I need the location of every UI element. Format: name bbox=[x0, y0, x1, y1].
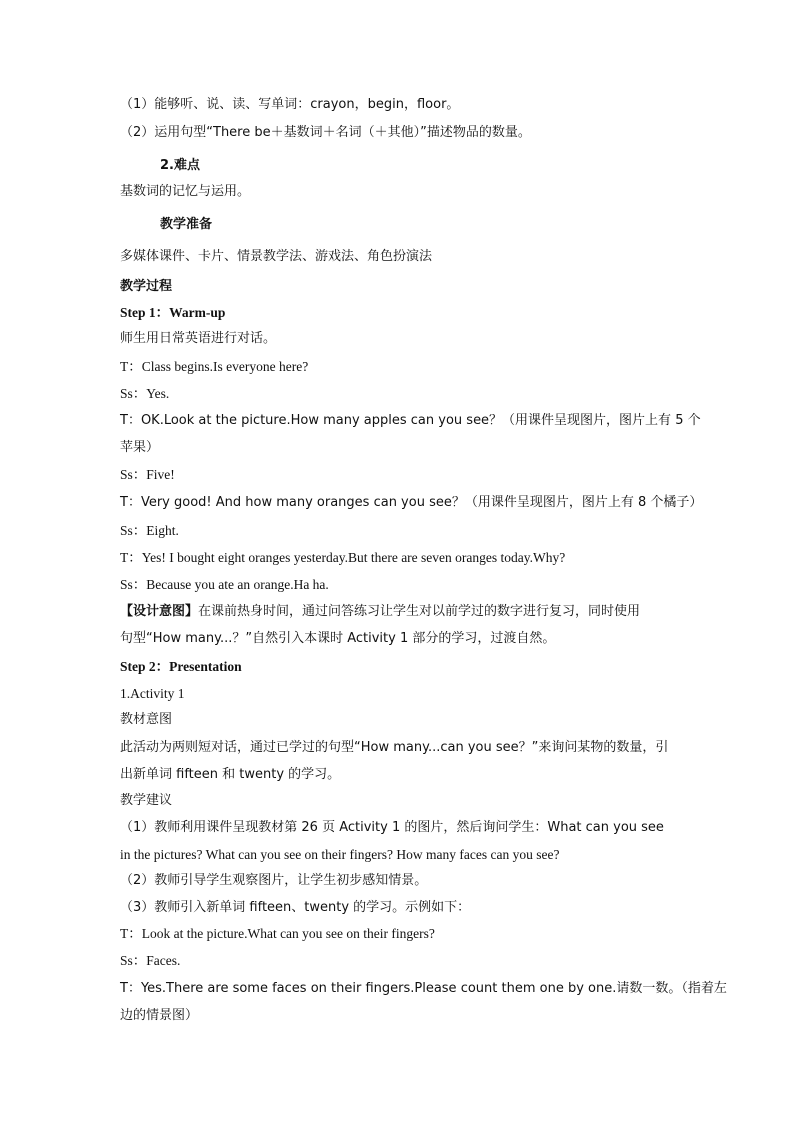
text-line-7-cont: 出新单词 fifteen 和 twenty 的学习。 bbox=[120, 767, 341, 782]
dialog-line-8: Ss：Because you ate an orange.Ha ha. bbox=[120, 577, 329, 592]
step1-heading: Step 1：Warm-up bbox=[120, 305, 226, 320]
design-intent-label: 【设计意图】 bbox=[120, 604, 199, 619]
design-intent-text: 在课前热身时间，通过问答练习让学生对以前学过的数字进行复习，同时使用 bbox=[198, 604, 641, 619]
dialog-line-10: Ss：Faces. bbox=[120, 953, 181, 968]
dialog-line-9: T：Look at the picture.What can you see on their fingers? bbox=[120, 926, 435, 941]
dialog-line-7: T：Yes! I bought eight oranges yesterday.But there are seven oranges today.Why? bbox=[120, 550, 566, 565]
text-line-8: 教学建议 bbox=[120, 793, 173, 808]
dialog-line-1: T：Class begins.Is everyone here? bbox=[120, 359, 309, 374]
section-heading-preparation: 教学准备 bbox=[160, 217, 213, 232]
dialog-line-4: Ss：Five! bbox=[120, 467, 175, 482]
activity1-heading: 1.Activity 1 bbox=[120, 686, 185, 701]
step2-heading: Step 2：Presentation bbox=[120, 659, 242, 674]
dialog-line-3-cont: 苹果） bbox=[120, 440, 160, 455]
design-intent-paragraph bbox=[120, 603, 680, 621]
design-intent-cont: 句型“How many...？”自然引入本课时 Activity 1 部分的学习，过渡自然。 bbox=[120, 631, 556, 646]
suggestion-3: （3）教师引入新单词 fifteen、twenty 的学习。示例如下： bbox=[120, 900, 471, 915]
text-line-3: 基数词的记忆与运用。 bbox=[120, 184, 251, 199]
dialog-line-5: T：Very good! And how many oranges can you see？（用课件呈现图片，图片上有 8 个橘子） bbox=[120, 495, 703, 510]
dialog-line-2: Ss：Yes. bbox=[120, 386, 170, 401]
dialog-line-3: T：OK.Look at the picture.How many apples can you see？（用课件呈现图片，图片上有 5 个 bbox=[120, 413, 701, 428]
text-line-4: 多媒体课件、卡片、情景教学法、游戏法、角色扮演法 bbox=[120, 249, 433, 264]
suggestion-2: （2）教师引导学生观察图片，让学生初步感知情景。 bbox=[120, 873, 428, 888]
suggestion-1-cont: in the pictures? What can you see on their fingers? How many faces can you see? bbox=[120, 847, 560, 862]
suggestion-1: （1）教师利用课件呈现教材第 26 页 Activity 1 的图片，然后询问学生：What can you see bbox=[120, 820, 664, 835]
text-line-7: 此活动为两则短对话，通过已学过的句型“How many...can you see？”来询问某物的数量，引 bbox=[120, 740, 669, 755]
text-line-6: 教材意图 bbox=[120, 712, 173, 727]
dialog-line-6: Ss：Eight. bbox=[120, 523, 179, 538]
text-line-1: （1）能够听、说、读、写单词：crayon，begin，floor。 bbox=[120, 97, 460, 112]
text-line-2: （2）运用句型“There be＋基数词＋名词（＋其他）”描述物品的数量。 bbox=[120, 125, 531, 140]
text-line-5: 师生用日常英语进行对话。 bbox=[120, 331, 277, 346]
dialog-line-11-cont: 边的情景图） bbox=[120, 1008, 199, 1023]
section-heading-difficulty: 2.难点 bbox=[160, 158, 200, 173]
dialog-line-11: T：Yes.There are some faces on their fingers.Please count them one by one.请数一数。（指着左 bbox=[120, 981, 727, 996]
section-heading-process: 教学过程 bbox=[120, 279, 173, 294]
